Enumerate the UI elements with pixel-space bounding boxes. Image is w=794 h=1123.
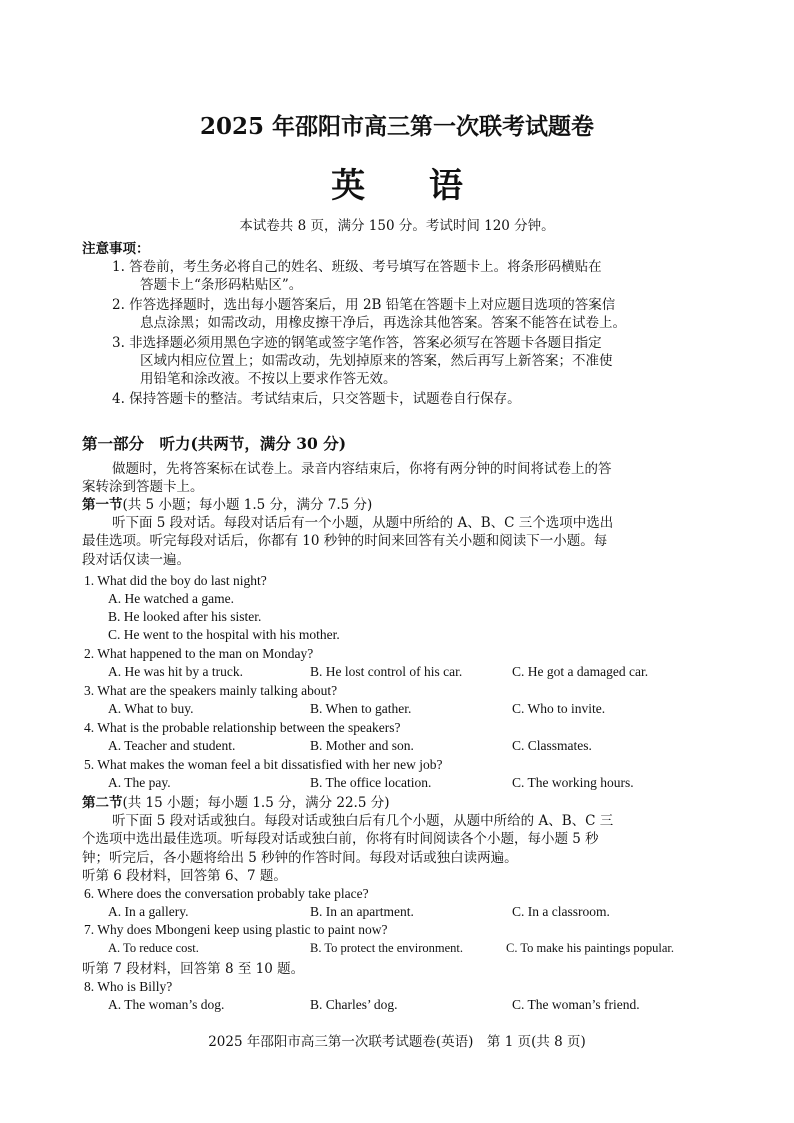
section2-heading — [82, 794, 390, 812]
notice-line: 3. 非选择题必须用黑色字迹的钢笔或签字笔作答，答案必须写在答题卡各题目指定 — [112, 335, 602, 351]
section1-intro: 听下面 5 段对话。每段对话后有一个小题，从题中所给的 A、B、C 三个选项中选出 — [112, 515, 614, 531]
part1-intro: 案转涂到答题卡上。 — [82, 479, 204, 495]
option-1b: B. He looked after his sister. — [108, 609, 262, 624]
material-6-note: 听第 6 段材料，回答第 6、7 题。 — [82, 868, 287, 884]
option-5a: A. The pay. — [108, 775, 171, 790]
part1-heading: 第一部分 听力(共两节，满分 30 分) — [82, 434, 347, 453]
option-4b: B. Mother and son. — [310, 738, 414, 753]
notice-line: 4. 保持答题卡的整洁。考试结束后，只交答题卡，试题卷自行保存。 — [112, 391, 521, 407]
notice-line: 答题卡上“条形码粘贴区”。 — [140, 277, 303, 293]
notice-line: 用铅笔和涂改液。不按以上要求作答无效。 — [140, 371, 397, 387]
notice-line: 息点涂黑；如需改动，用橡皮擦干净后，再选涂其他答案。答案不能答在试卷上。 — [140, 315, 626, 331]
question-4: 4. What is the probable relationship between the speakers? — [84, 720, 401, 735]
option-5b: B. The office location. — [310, 775, 432, 790]
section1-score: (共 5 小题；每小题 1.5 分，满分 7.5 分) — [122, 497, 373, 513]
section2-intro: 个选项中选出最佳选项。听每段对话或独白前，你将有时间阅读各个小题，每小题 5 秒 — [82, 831, 599, 847]
section1-intro: 最佳选项。听完每段对话后，你都有 10 秒钟的时间来回答有关小题和阅读下一小题。每 — [82, 533, 608, 549]
option-1c: C. He went to the hospital with his mother. — [108, 627, 340, 642]
question-6: 6. Where does the conversation probably take place? — [84, 886, 369, 901]
question-5: 5. What makes the woman feel a bit dissatisfied with her new job? — [84, 757, 443, 772]
option-4a: A. Teacher and student. — [108, 738, 236, 753]
option-4c: C. Classmates. — [512, 738, 592, 753]
section2-intro: 钟；听完后，各小题将给出 5 秒钟的作答时间。每段对话或独白读两遍。 — [82, 850, 518, 866]
option-8c: C. The woman’s friend. — [512, 997, 640, 1012]
question-7: 7. Why does Mbongeni keep using plastic to paint now? — [84, 922, 388, 937]
exam-title: 2025 年邵阳市高三第一次联考试题卷 — [199, 113, 595, 140]
section2-score: (共 15 小题；每小题 1.5 分，满分 22.5 分) — [122, 795, 390, 811]
option-5c: C. The working hours. — [512, 775, 634, 790]
subject-title: 英 语 — [331, 166, 489, 206]
question-3: 3. What are the speakers mainly talking about? — [84, 683, 338, 698]
notice-line: 1. 答卷前，考生务必将自己的姓名、班级、考号填写在答题卡上。将条形码横贴在 — [112, 259, 602, 275]
option-8b: B. Charles’ dog. — [310, 997, 398, 1012]
question-2: 2. What happened to the man on Monday? — [84, 646, 314, 661]
part1-intro: 做题时，先将答案标在试卷上。录音内容结束后，你将有两分钟的时间将试卷上的答 — [112, 461, 612, 477]
notice-line: 2. 作答选择题时，选出每小题答案后，用 2B 铅笔在答题卡上对应题目选项的答案信 — [112, 297, 616, 313]
question-8: 8. Who is Billy? — [84, 979, 173, 994]
section2-label: 第二节 — [82, 795, 123, 811]
option-3b: B. When to gather. — [310, 701, 412, 716]
option-2c: C. He got a damaged car. — [512, 664, 649, 679]
option-8a: A. The woman’s dog. — [108, 997, 225, 1012]
option-7b: B. To protect the environment. — [310, 941, 464, 955]
option-1a: A. He watched a game. — [108, 591, 234, 606]
option-6a: A. In a gallery. — [108, 904, 189, 919]
notice-line: 区域内相应位置上；如需改动，先划掉原来的答案，然后再写上新答案；不准使 — [140, 353, 613, 369]
section1-heading — [82, 496, 372, 514]
option-2a: A. He was hit by a truck. — [108, 664, 243, 679]
option-3a: A. What to buy. — [108, 701, 194, 716]
section1-intro: 段对话仅读一遍。 — [82, 552, 190, 568]
question-1: 1. What did the boy do last night? — [84, 573, 267, 588]
option-7a: A. To reduce cost. — [108, 941, 199, 955]
section2-intro: 听下面 5 段对话或独白。每段对话或独白后有几个小题，从题中所给的 A、B、C 三 — [112, 813, 614, 829]
option-7c: C. To make his paintings popular. — [506, 941, 674, 955]
material-7-note: 听第 7 段材料，回答第 8 至 10 题。 — [82, 961, 305, 977]
exam-info: 本试卷共 8 页，满分 150 分。考试时间 120 分钟。 — [239, 218, 555, 234]
option-2b: B. He lost control of his car. — [310, 664, 463, 679]
page-footer: 2025 年邵阳市高三第一次联考试题卷(英语) 第 1 页(共 8 页) — [208, 1034, 586, 1050]
notice-heading: 注意事项： — [82, 241, 150, 257]
option-6b: B. In an apartment. — [310, 904, 414, 919]
section1-label: 第一节 — [82, 497, 123, 513]
option-6c: C. In a classroom. — [512, 904, 610, 919]
option-3c: C. Who to invite. — [512, 701, 606, 716]
